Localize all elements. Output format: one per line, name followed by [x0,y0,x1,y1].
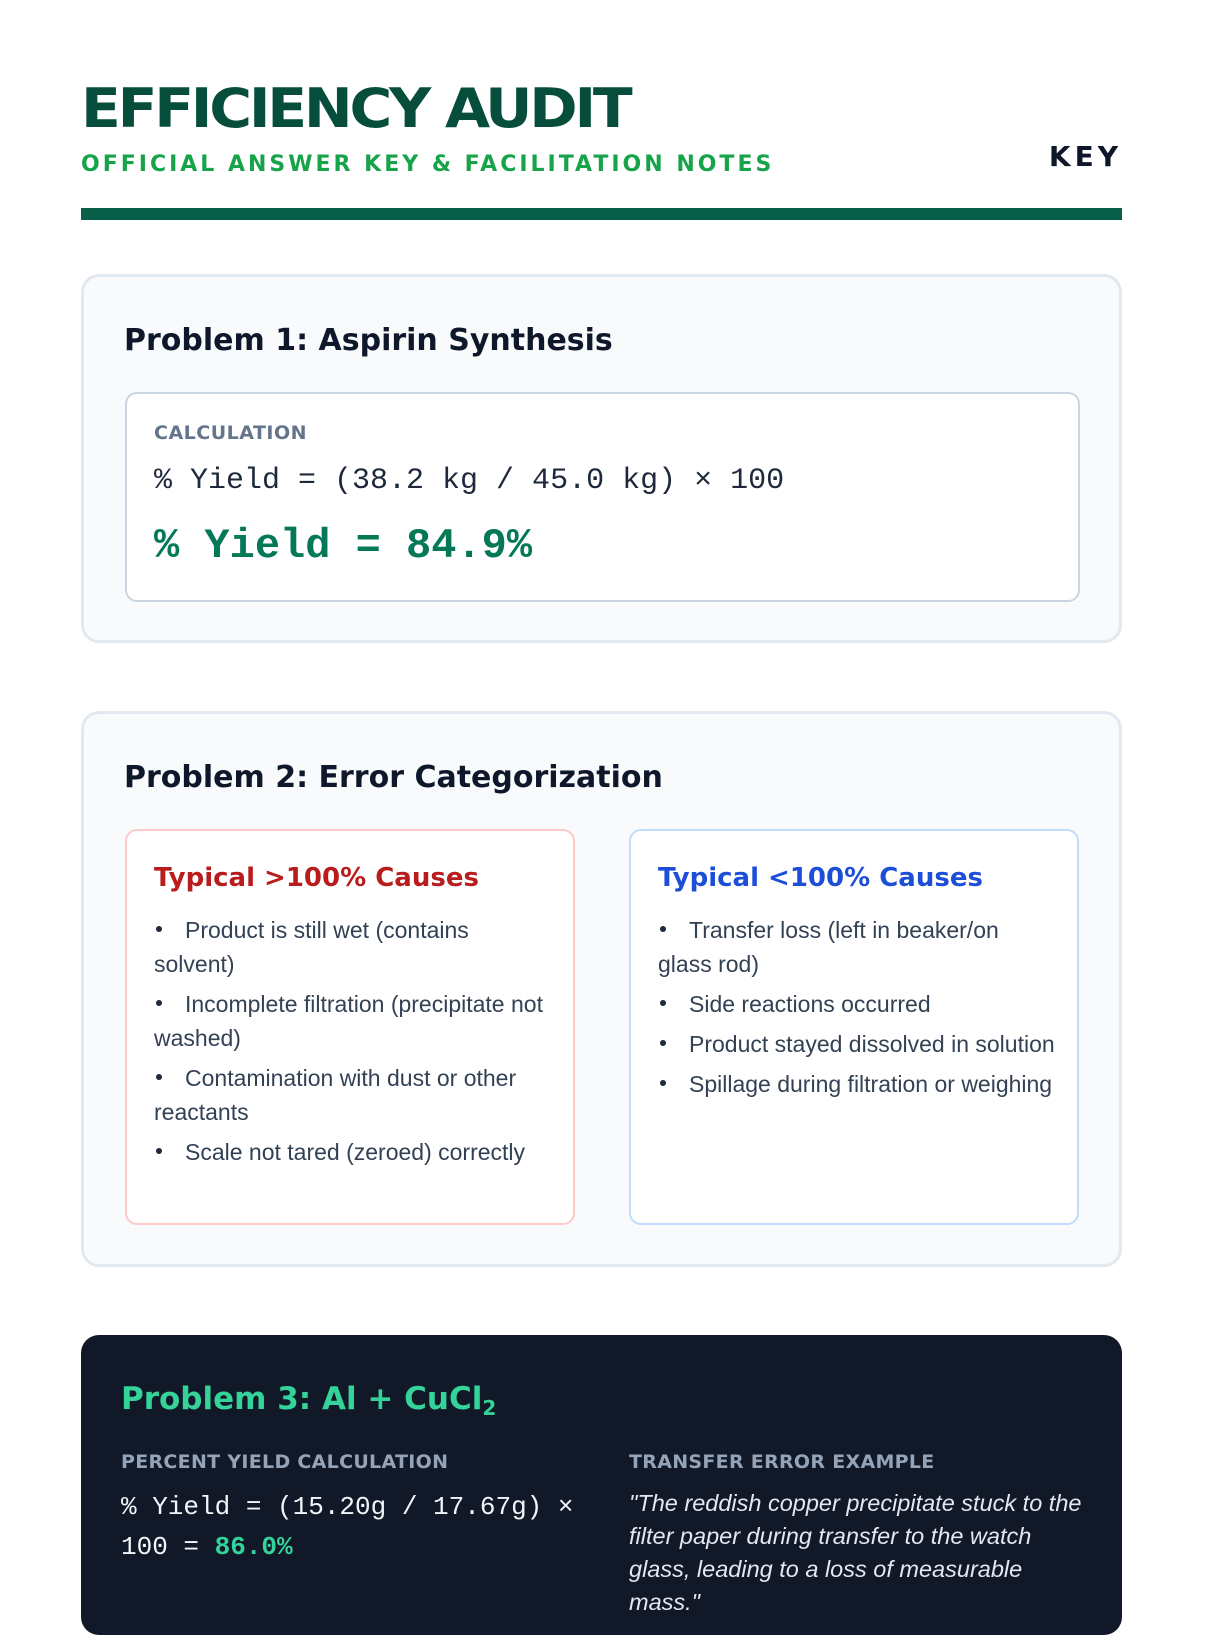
bullet-icon [156,926,162,932]
list-item: Side reactions occurred [658,987,1058,1021]
problem-1-panel [81,274,1122,643]
calculation-expression: % Yield = (38.2 kg / 45.0 kg) × 100 [154,464,785,498]
over-100-causes-title: Typical >100% Causes [154,863,479,893]
problem-3-panel [81,1335,1122,1635]
bullet-icon [156,1000,162,1006]
percent-yield-result: 86.0% [214,1532,293,1562]
calculation-box [125,392,1080,602]
bullet-icon [156,1074,162,1080]
calculation-result: % Yield = 84.9% [154,522,533,570]
list-item: Transfer loss (left in beaker/on glass rod) [658,917,999,977]
list-item: Scale not tared (zeroed) correctly [154,1135,554,1169]
bullet-icon [156,1148,162,1154]
problem-2-title: Problem 2: Error Categorization [124,760,663,795]
problem-2-panel [81,711,1122,1267]
key-badge: KEY [1048,140,1122,173]
percent-yield-calculation: % Yield = (15.20g / 17.67g) × 100 = 86.0% [121,1492,574,1562]
transfer-error-quote: "The reddish copper precipitate stuck to the filter paper during transfer to the watch glass, leading to a loss of measurable mass." [629,1490,1082,1615]
over-100-causes-card [125,829,575,1225]
bullet-icon [660,926,666,932]
list-item: Product is still wet (contains solvent) [154,917,469,977]
under-100-causes-title: Typical <100% Causes [658,863,983,893]
percent-yield-label: PERCENT YIELD CALCULATION [121,1451,449,1473]
problem-3-title: Problem 3: Al + CuCl$_2$ [121,1381,497,1420]
bullet-icon [660,1000,666,1006]
bullet-icon [660,1080,666,1086]
under-100-causes-list [658,913,1058,1107]
list-item: Spillage during filtration or weighing [658,1067,1058,1101]
problem-1-title: Problem 1: Aspirin Synthesis [124,323,613,358]
list-item: Product stayed dissolved in solution [658,1027,1058,1061]
page-subtitle: OFFICIAL ANSWER KEY & FACILITATION NOTES [81,152,775,177]
list-item: Contamination with dust or other reactants [154,1065,517,1125]
calculation-label: CALCULATION [154,422,308,444]
bullet-icon [660,1040,666,1046]
over-100-causes-list [154,913,554,1175]
answer-key-header [81,77,1122,222]
under-100-causes-card [629,829,1079,1225]
page-title: EFFICIENCY AUDIT [81,77,630,140]
header-divider [81,208,1122,220]
list-item: Incomplete filtration (precipitate not washed) [154,991,543,1051]
transfer-error-label: TRANSFER ERROR EXAMPLE [629,1451,935,1473]
